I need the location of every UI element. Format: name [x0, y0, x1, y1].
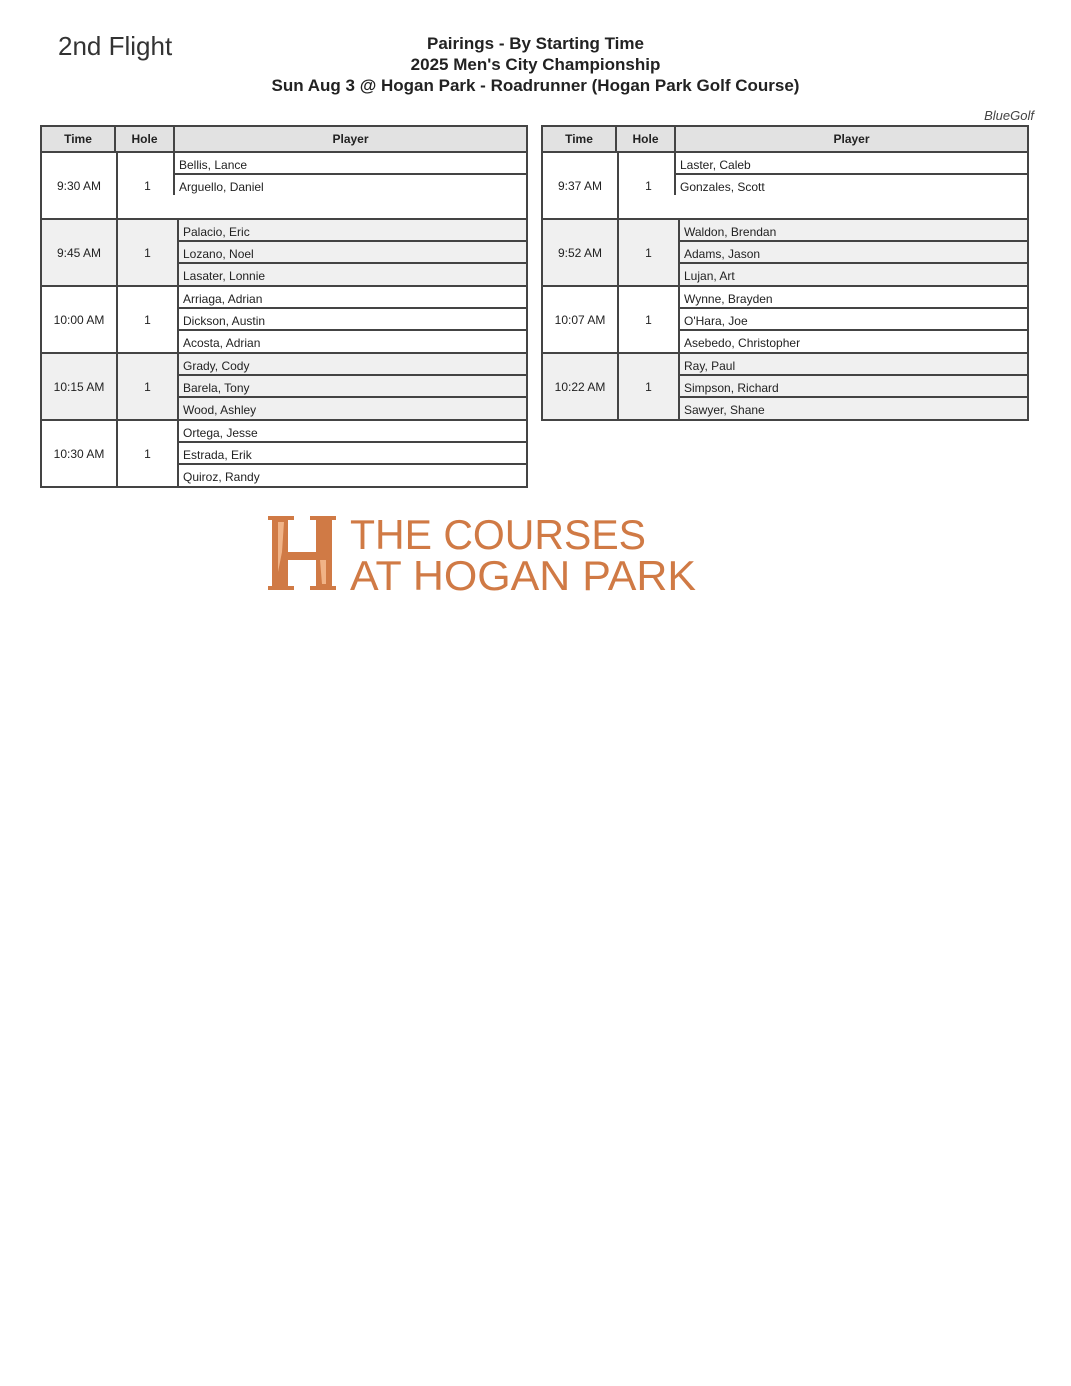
- tee-time: 9:30 AM: [42, 153, 118, 218]
- player-name: Sawyer, Shane: [684, 403, 765, 417]
- player-name: Ortega, Jesse: [179, 421, 526, 443]
- player-list: [179, 220, 526, 285]
- start-hole: 1: [619, 220, 680, 285]
- player-name: Acosta, Adrian: [183, 336, 261, 350]
- player-list: [680, 354, 1027, 419]
- player-name: Lasater, Lonnie: [183, 269, 266, 283]
- player-name: Lozano, Noel: [179, 242, 526, 264]
- tee-time: 9:52 AM: [543, 220, 619, 285]
- player-name: Grady, Cody: [179, 354, 526, 376]
- player-name: Wynne, Brayden: [680, 287, 1027, 309]
- header-hole: Hole: [617, 127, 676, 151]
- start-hole: 1: [118, 421, 179, 486]
- player-name: Lujan, Art: [684, 269, 735, 283]
- start-hole: 1: [144, 178, 151, 193]
- table-header: [42, 127, 526, 153]
- pairing-group: [42, 153, 526, 220]
- player-name: Asebedo, Christopher: [684, 336, 801, 350]
- pairing-group: [543, 153, 1027, 220]
- header-time: Time: [543, 127, 617, 151]
- tee-time: 10:15 AM: [42, 354, 118, 419]
- start-hole: 1: [118, 220, 179, 285]
- pairing-group: [42, 287, 526, 354]
- player-name: Bellis, Lance: [173, 153, 526, 175]
- start-hole: 1: [619, 287, 680, 352]
- player-list: [175, 153, 526, 218]
- h-monogram-icon: [268, 516, 336, 590]
- svg-text:AT HOGAN PARK: AT HOGAN PARK: [350, 552, 696, 594]
- player-name: O'Hara, Joe: [680, 309, 1027, 331]
- player-name: Adams, Jason: [680, 242, 1027, 264]
- svg-text:THE COURSES: THE COURSES: [350, 512, 646, 558]
- header-player: Player: [332, 132, 369, 146]
- player-list: [179, 421, 526, 486]
- pairing-group: [543, 220, 1027, 287]
- report-titles: [0, 33, 1071, 96]
- tee-time: 9:45 AM: [42, 220, 118, 285]
- pairing-group: [543, 354, 1027, 421]
- player-name: Barela, Tony: [179, 376, 526, 398]
- table-header: [543, 127, 1027, 153]
- player-name: Gonzales, Scott: [674, 175, 1027, 195]
- hogan-park-logo: [268, 512, 700, 594]
- player-name: Waldon, Brendan: [680, 220, 1027, 242]
- player-name: Laster, Caleb: [674, 153, 1027, 175]
- tee-time: 10:00 AM: [42, 287, 118, 352]
- player-name: Palacio, Eric: [179, 220, 526, 242]
- flight-label: 2nd Flight: [58, 31, 173, 61]
- player-list: [179, 354, 526, 419]
- start-hole: 1: [645, 178, 652, 193]
- pairing-group: [42, 354, 526, 421]
- player-name: Simpson, Richard: [680, 376, 1027, 398]
- start-hole: 1: [118, 287, 179, 352]
- player-name: Ray, Paul: [680, 354, 1027, 376]
- player-list: [680, 220, 1027, 285]
- start-hole: 1: [118, 354, 179, 419]
- report-title: Pairings - By Starting Time: [427, 34, 644, 53]
- pairing-group: [42, 220, 526, 287]
- player-name: Dickson, Austin: [179, 309, 526, 331]
- tee-time: 10:30 AM: [42, 421, 118, 486]
- event-date-course: Sun Aug 3 @ Hogan Park - Roadrunner (Hogan Park Golf Course): [271, 76, 800, 95]
- pairings-table-right: [541, 125, 1029, 421]
- player-name: Estrada, Erik: [179, 443, 526, 465]
- player-list: [676, 153, 1027, 218]
- event-title: 2025 Men's City Championship: [410, 55, 661, 74]
- tee-time: 9:37 AM: [543, 153, 619, 218]
- player-list: [179, 287, 526, 352]
- pairings-table-left: [40, 125, 528, 488]
- header-time: Time: [42, 127, 116, 151]
- pairing-group: [42, 421, 526, 488]
- player-name: Arriaga, Adrian: [179, 287, 526, 309]
- header-player: Player: [833, 132, 870, 146]
- player-name: Wood, Ashley: [183, 403, 257, 417]
- pairing-group: [543, 287, 1027, 354]
- player-name: Quiroz, Randy: [183, 470, 260, 484]
- bluegolf-brand: BlueGolf: [984, 108, 1034, 123]
- player-name: Arguello, Daniel: [173, 175, 526, 195]
- header-hole: Hole: [116, 127, 175, 151]
- tee-time: 10:07 AM: [543, 287, 619, 352]
- start-hole: 1: [619, 354, 680, 419]
- tee-time: 10:22 AM: [543, 354, 619, 419]
- player-list: [680, 287, 1027, 352]
